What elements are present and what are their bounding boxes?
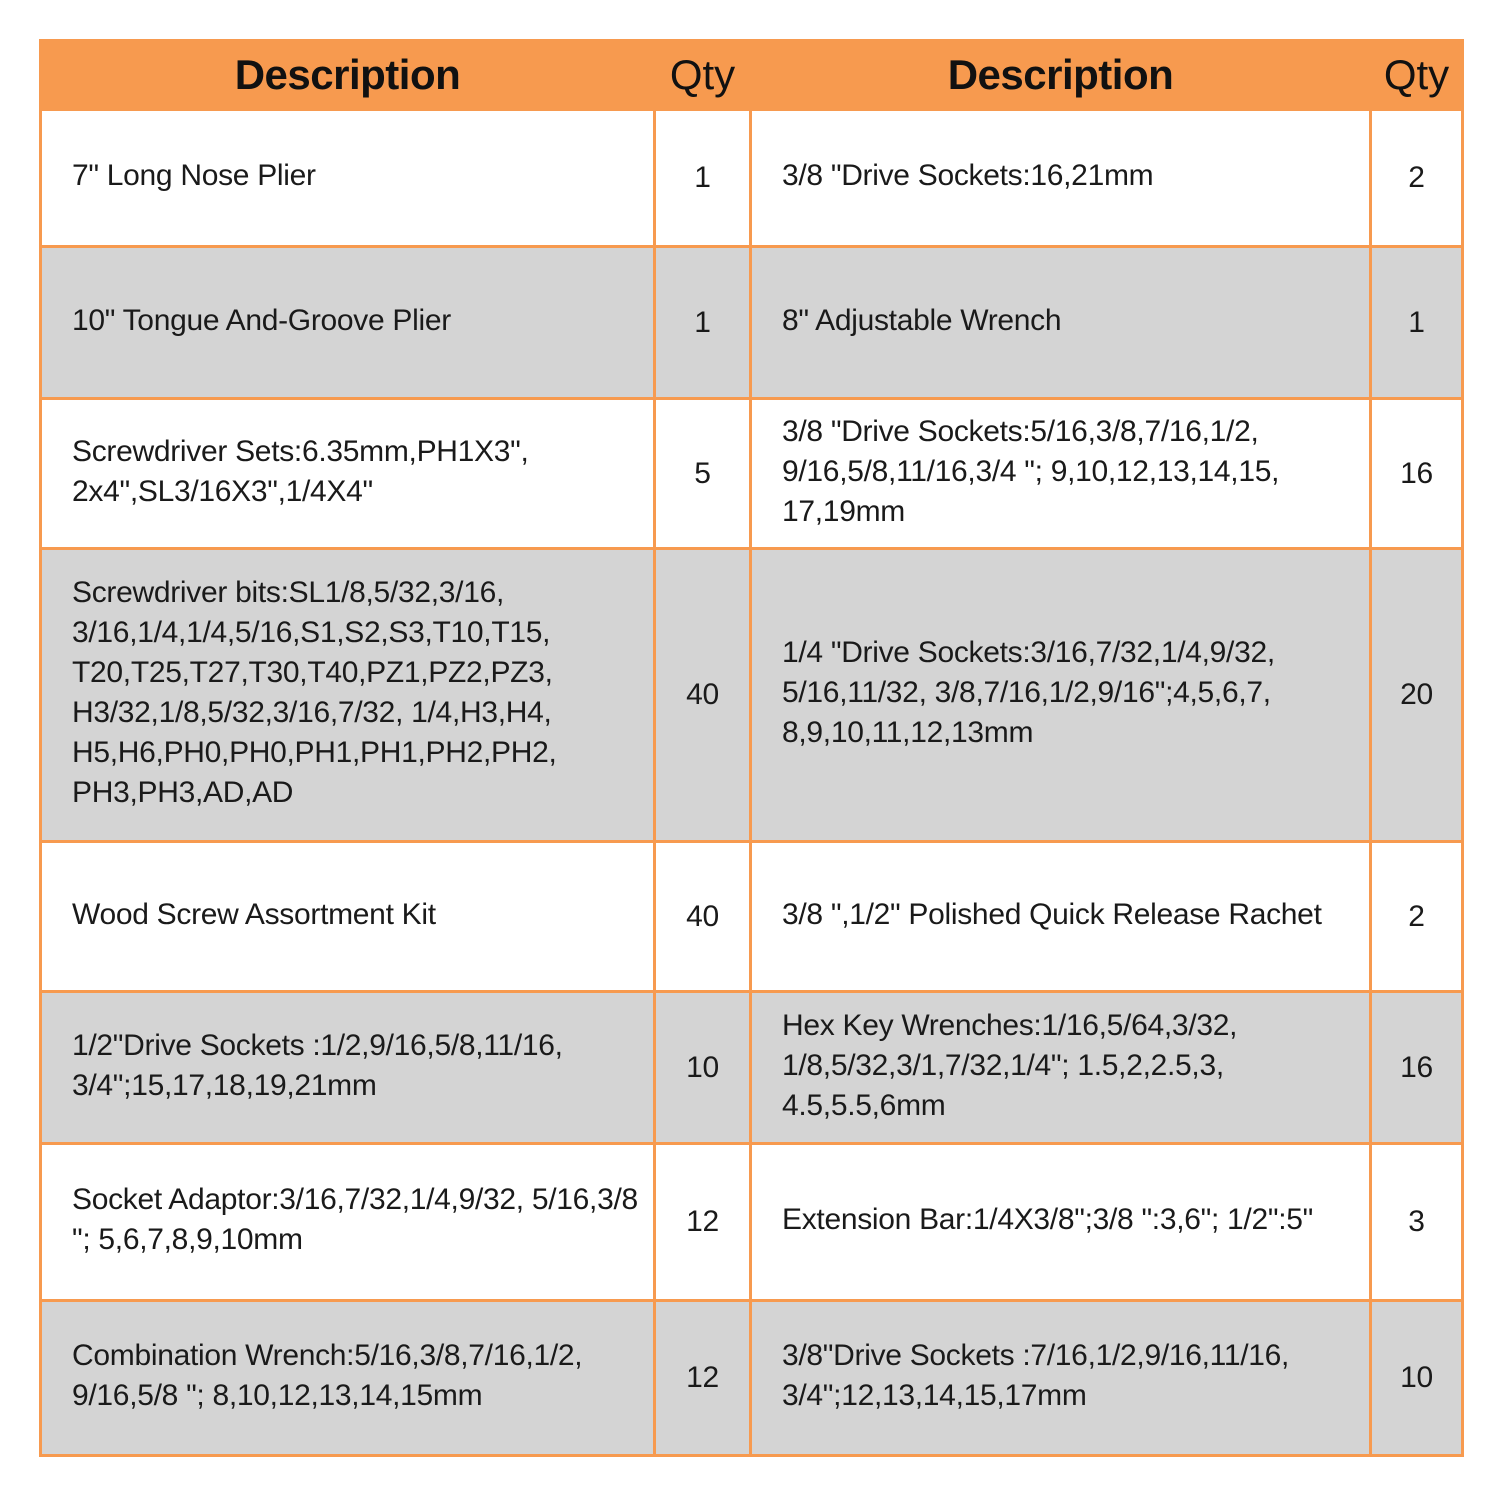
right-qty-cell: 2 [1371, 842, 1463, 992]
right-description-cell: Extension Bar:1/4X3/8";3/8 ":3,6"; 1/2":5" [751, 1144, 1371, 1301]
header-description-right: Description [751, 41, 1371, 110]
left-qty-cell: 10 [655, 992, 751, 1144]
right-qty-cell: 10 [1371, 1301, 1463, 1456]
right-qty-cell: 16 [1371, 992, 1463, 1144]
table-row [41, 1301, 1463, 1456]
right-description-cell: 8" Adjustable Wrench [751, 247, 1371, 399]
left-description-cell: Screwdriver Sets:6.35mm,PH1X3", 2x4",SL3/16X3",1/4X4" [41, 399, 655, 549]
table-row [41, 399, 1463, 549]
right-qty-cell: 2 [1371, 110, 1463, 247]
table-row [41, 842, 1463, 992]
left-qty-cell: 1 [655, 110, 751, 247]
right-qty-cell: 1 [1371, 247, 1463, 399]
left-qty-cell: 40 [655, 549, 751, 842]
right-qty-cell: 3 [1371, 1144, 1463, 1301]
header-qty-right: Qty [1371, 41, 1463, 110]
left-description-cell: Screwdriver bits:SL1/8,5/32,3/16, 3/16,1/4,1/4,5/16,S1,S2,S3,T10,T15, T20,T25,T27,T30,T40,PZ1,PZ2,PZ3, H3/32,1/8,5/32,3/16,7/32, 1/4,H3,H4, H5,H6,PH0,PH0,PH1,PH1,PH2,PH2, PH3,PH3,AD,AD [41, 549, 655, 842]
right-description-cell: 3/8 "Drive Sockets:5/16,3/8,7/16,1/2, 9/16,5/8,11/16,3/4 "; 9,10,12,13,14,15, 17,19mm [751, 399, 1371, 549]
header-qty-left: Qty [655, 41, 751, 110]
left-description-cell: Socket Adaptor:3/16,7/32,1/4,9/32, 5/16,3/8 "; 5,6,7,8,9,10mm [41, 1144, 655, 1301]
table-row [41, 247, 1463, 399]
parts-list-table [39, 39, 1464, 1457]
table-row [41, 1144, 1463, 1301]
left-description-cell: Combination Wrench:5/16,3/8,7/16,1/2, 9/16,5/8 "; 8,10,12,13,14,15mm [41, 1301, 655, 1456]
table-row [41, 549, 1463, 842]
left-qty-cell: 12 [655, 1144, 751, 1301]
table-row [41, 110, 1463, 247]
right-qty-cell: 16 [1371, 399, 1463, 549]
left-qty-cell: 5 [655, 399, 751, 549]
left-qty-cell: 1 [655, 247, 751, 399]
header-description-left: Description [41, 41, 655, 110]
right-description-cell: 3/8"Drive Sockets :7/16,1/2,9/16,11/16, 3/4";12,13,14,15,17mm [751, 1301, 1371, 1456]
left-description-cell: 10" Tongue And-Groove Plier [41, 247, 655, 399]
left-qty-cell: 40 [655, 842, 751, 992]
right-qty-cell: 20 [1371, 549, 1463, 842]
left-description-cell: Wood Screw Assortment Kit [41, 842, 655, 992]
right-description-cell: Hex Key Wrenches:1/16,5/64,3/32, 1/8,5/32,3/1,7/32,1/4"; 1.5,2,2.5,3, 4.5,5.5,6mm [751, 992, 1371, 1144]
right-description-cell: 3/8 ",1/2" Polished Quick Release Rachet [751, 842, 1371, 992]
right-description-cell: 1/4 "Drive Sockets:3/16,7/32,1/4,9/32, 5/16,11/32, 3/8,7/16,1/2,9/16";4,5,6,7, 8,9,10,11,12,13mm [751, 549, 1371, 842]
left-qty-cell: 12 [655, 1301, 751, 1456]
right-description-cell: 3/8 "Drive Sockets:16,21mm [751, 110, 1371, 247]
left-description-cell: 1/2"Drive Sockets :1/2,9/16,5/8,11/16, 3/4";15,17,18,19,21mm [41, 992, 655, 1144]
left-description-cell: 7" Long Nose Plier [41, 110, 655, 247]
header-row [41, 41, 1463, 110]
table-row [41, 992, 1463, 1144]
